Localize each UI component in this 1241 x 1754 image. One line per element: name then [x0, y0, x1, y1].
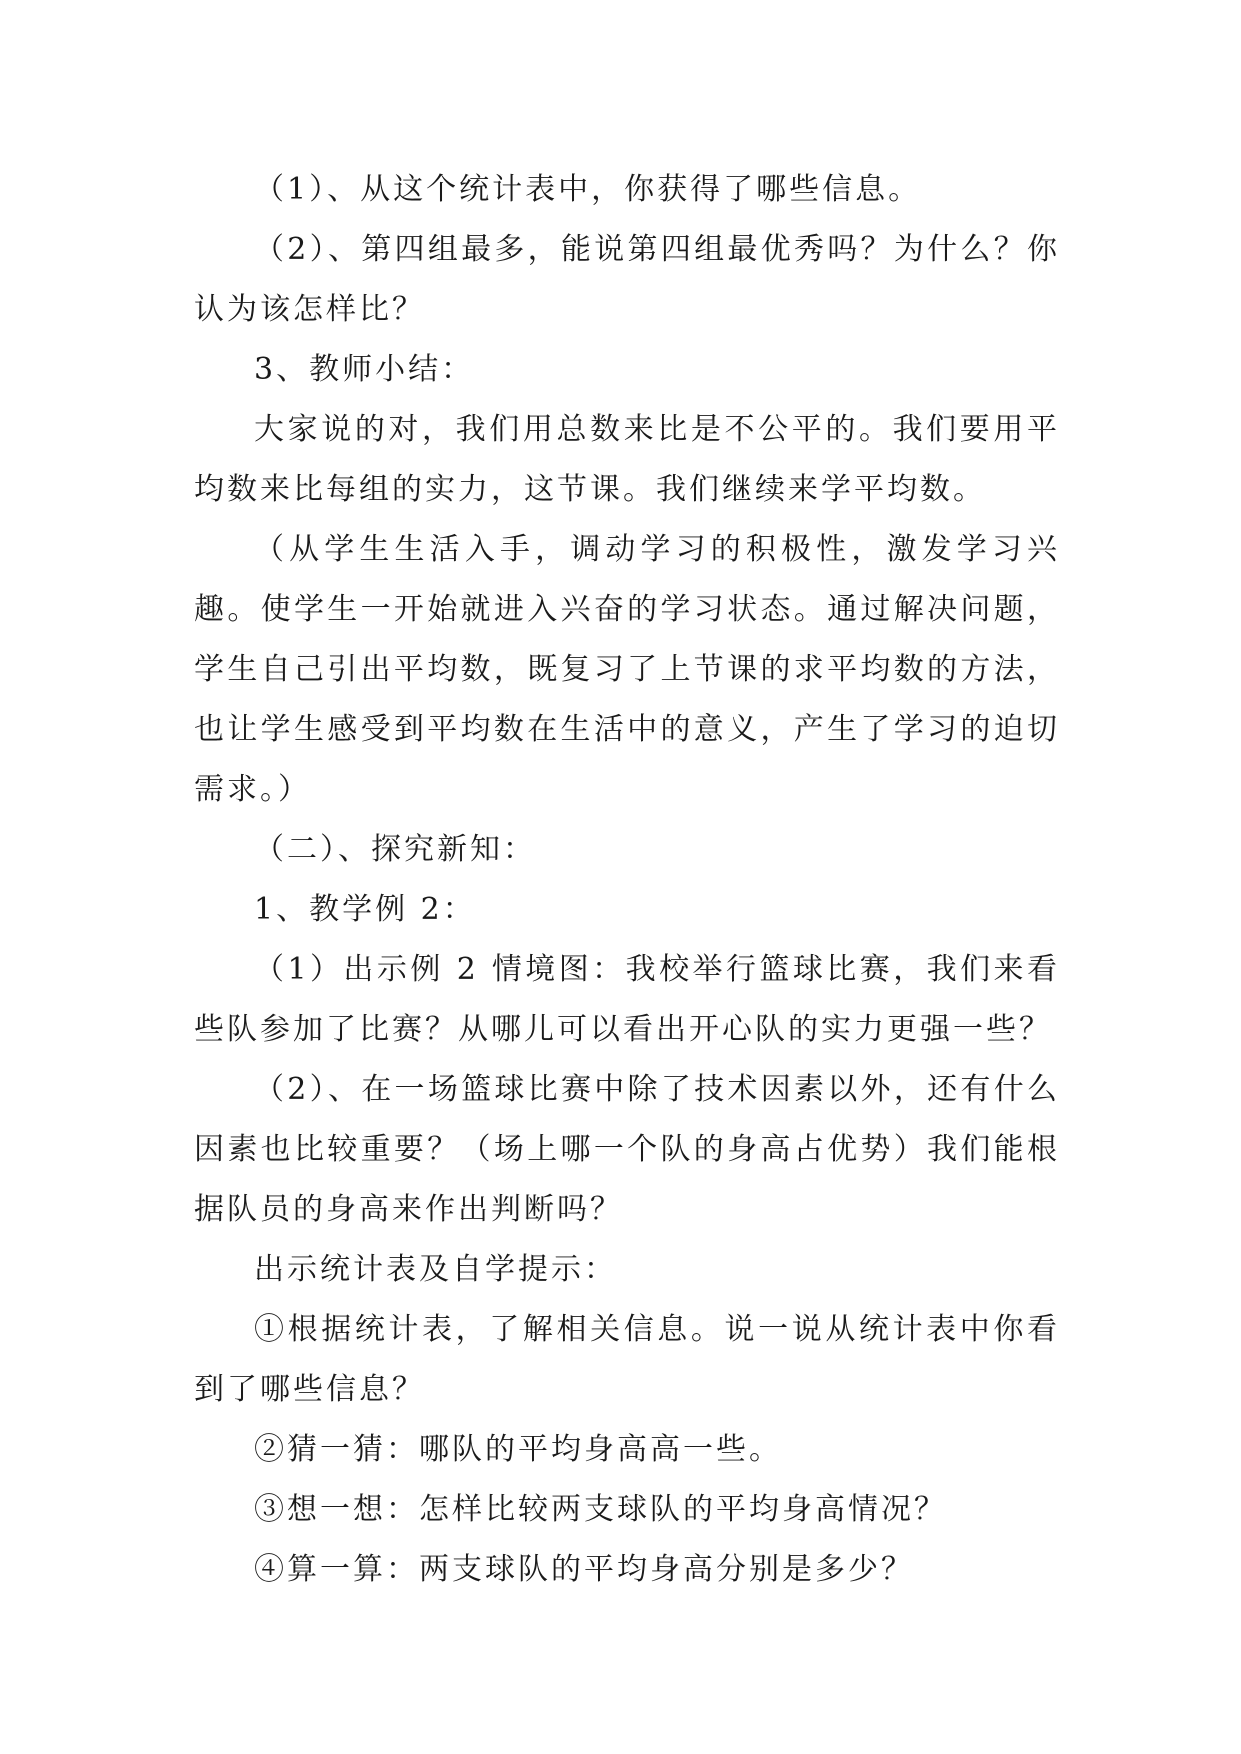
list-item-hint-2: ②猜一猜：哪队的平均身高高一些。	[254, 1432, 782, 1467]
paragraph-teacher-summary-heading: 3、教师小结：	[254, 352, 475, 387]
paragraph-design-note: （从学生生活入手，调动学习的积极性，激发学习兴趣。使学生一开始就进入兴奋的学习状态。通过解决问题，学生自己引出平均数，既复习了上节课的求平均数的方法，也让学生感受到平均数在生活中的意义，产生了学习的迫切需求。）	[194, 532, 1060, 807]
list-item-hint-1: ①根据统计表，了解相关信息。说一说从统计表中你看到了哪些信息？	[194, 1312, 1060, 1407]
paragraph-question-2: （2）、第四组最多，能说第四组最优秀吗？为什么？你认为该怎样比？	[194, 232, 1060, 327]
paragraph-example-step-2: （2）、在一场篮球比赛中除了技术因素以外，还有什么因素也比较重要？（场上哪一个队的身高占优势）我们能根据队员的身高来作出判断吗？	[194, 1072, 1060, 1227]
list-item-hint-3: ③想一想：怎样比较两支球队的平均身高情况？	[254, 1492, 947, 1527]
paragraph-self-study-heading: 出示统计表及自学提示：	[254, 1252, 617, 1287]
paragraph-example-heading: 1、教学例 2：	[254, 892, 476, 927]
section-heading-explore: （二）、探究新知：	[254, 832, 536, 867]
list-item-hint-4: ④算一算：两支球队的平均身高分别是多少？	[254, 1552, 914, 1587]
paragraph-teacher-summary: 大家说的对，我们用总数来比是不公平的。我们要用平均数来比每组的实力，这节课。我们继续来学平均数。	[194, 412, 1060, 507]
paragraph-question-1: （1）、从这个统计表中，你获得了哪些信息。	[254, 172, 922, 207]
paragraph-example-step-1: （1）出示例 2 情境图：我校举行篮球比赛，我们来看些队参加了比赛？从哪儿可以看出开心队的实力更强一些？	[194, 952, 1060, 1047]
document-body	[194, 160, 1060, 1600]
